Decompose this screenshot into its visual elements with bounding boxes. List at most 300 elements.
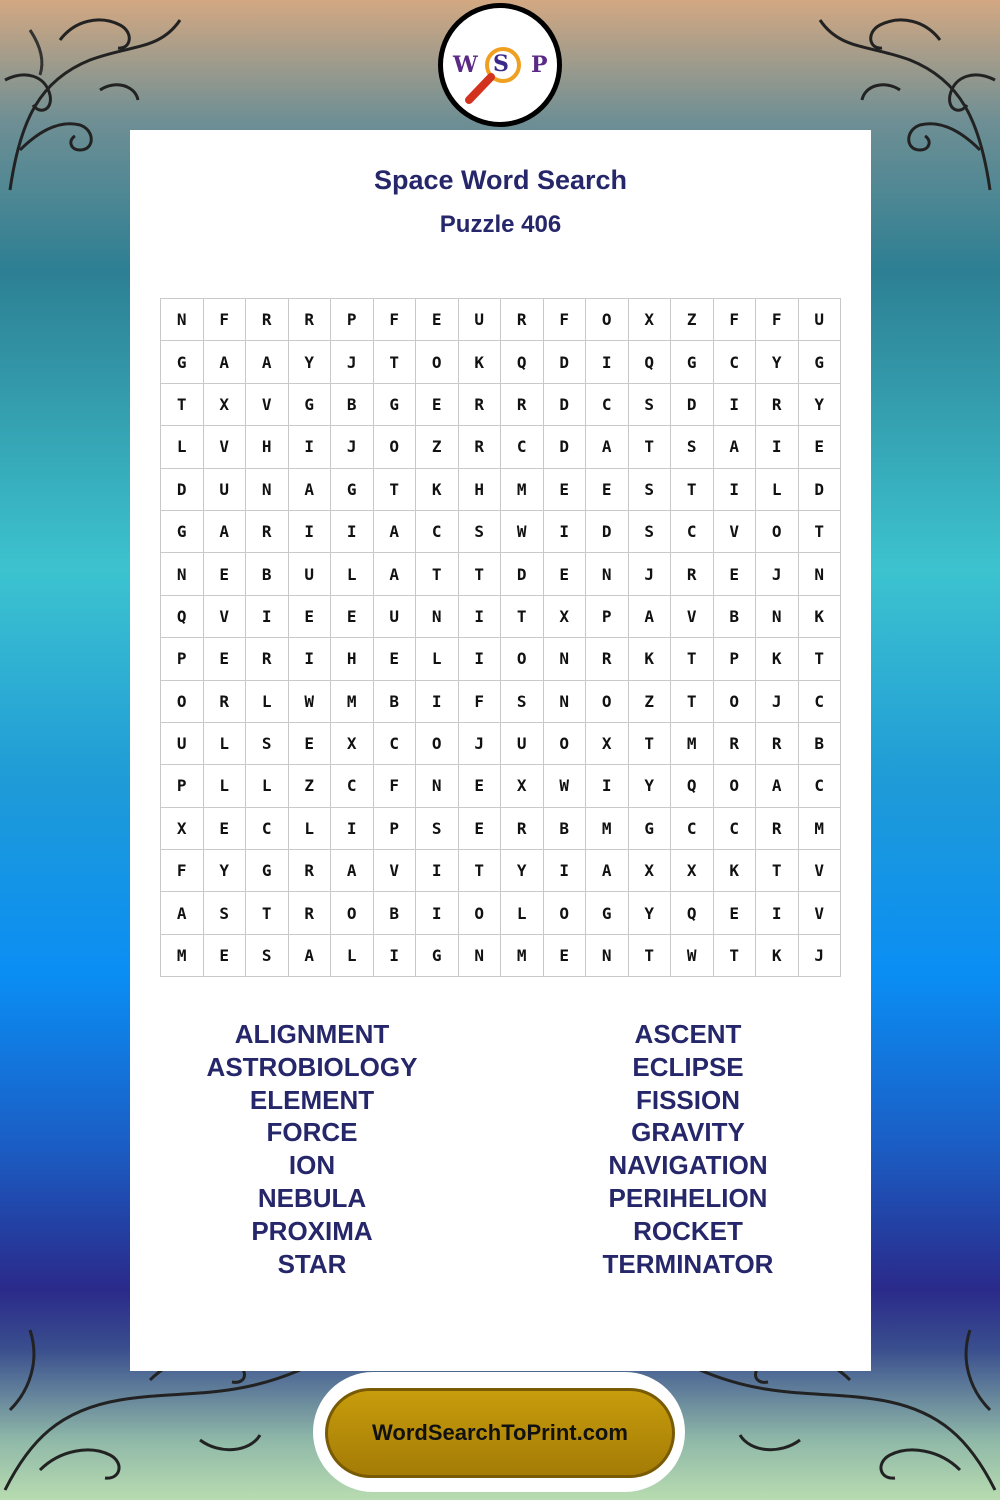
grid-cell[interactable]: X [161, 807, 204, 849]
grid-cell[interactable]: R [756, 807, 799, 849]
grid-cell[interactable]: Q [671, 892, 714, 934]
grid-cell[interactable]: O [373, 426, 416, 468]
grid-cell[interactable]: X [628, 850, 671, 892]
grid-cell[interactable]: I [373, 934, 416, 976]
grid-cell[interactable]: O [543, 892, 586, 934]
grid-cell[interactable]: Q [161, 595, 204, 637]
grid-cell[interactable]: T [713, 934, 756, 976]
logo-letter-p: P [531, 52, 548, 78]
grid-cell[interactable]: A [713, 426, 756, 468]
grid-cell[interactable]: S [416, 807, 459, 849]
grid-cell[interactable]: S [628, 383, 671, 425]
grid-cell[interactable]: H [458, 468, 501, 510]
grid-cell[interactable]: Y [628, 892, 671, 934]
grid-cell[interactable]: G [161, 341, 204, 383]
grid-cell[interactable]: V [203, 426, 246, 468]
grid-cell[interactable]: D [798, 468, 841, 510]
grid-cell[interactable]: K [756, 934, 799, 976]
grid-cell[interactable]: I [586, 765, 629, 807]
grid-cell[interactable]: F [756, 299, 799, 341]
grid-cell[interactable]: C [501, 426, 544, 468]
grid-cell[interactable]: F [373, 299, 416, 341]
grid-cell[interactable]: S [671, 426, 714, 468]
grid-cell[interactable]: A [161, 892, 204, 934]
grid-cell[interactable]: M [671, 722, 714, 764]
grid-cell[interactable]: S [246, 722, 289, 764]
grid-row [161, 468, 841, 510]
grid-cell[interactable]: T [246, 892, 289, 934]
grid-cell[interactable]: I [458, 638, 501, 680]
grid-cell[interactable]: T [671, 468, 714, 510]
grid-cell[interactable]: W [543, 765, 586, 807]
grid-cell[interactable]: T [628, 934, 671, 976]
grid-cell[interactable]: I [416, 850, 459, 892]
grid-cell[interactable]: V [798, 850, 841, 892]
grid-cell[interactable]: V [203, 595, 246, 637]
grid-cell[interactable]: E [416, 383, 459, 425]
grid-cell[interactable]: Z [288, 765, 331, 807]
grid-cell[interactable]: J [331, 426, 374, 468]
grid-cell[interactable]: R [586, 638, 629, 680]
grid-cell[interactable]: T [458, 553, 501, 595]
grid-cell[interactable]: G [586, 892, 629, 934]
puzzle-sheet [130, 130, 871, 1371]
grid-cell[interactable]: U [288, 553, 331, 595]
grid-cell[interactable]: X [628, 299, 671, 341]
grid-cell[interactable]: I [331, 510, 374, 552]
grid-cell[interactable]: X [586, 722, 629, 764]
grid-cell[interactable]: O [458, 892, 501, 934]
grid-cell[interactable]: A [288, 934, 331, 976]
grid-cell[interactable]: S [203, 892, 246, 934]
grid-row [161, 807, 841, 849]
grid-cell[interactable]: I [416, 680, 459, 722]
grid-cell[interactable]: W [288, 680, 331, 722]
grid-cell[interactable]: C [331, 765, 374, 807]
grid-cell[interactable]: I [246, 595, 289, 637]
grid-cell[interactable]: G [416, 934, 459, 976]
word-list-item: STAR [277, 1248, 347, 1279]
grid-cell[interactable]: I [331, 807, 374, 849]
grid-cell[interactable]: U [798, 299, 841, 341]
grid-cell[interactable]: B [373, 892, 416, 934]
grid-cell[interactable]: G [331, 468, 374, 510]
grid-cell[interactable]: U [373, 595, 416, 637]
grid-cell[interactable]: L [756, 468, 799, 510]
grid-cell[interactable]: X [543, 595, 586, 637]
grid-cell[interactable]: N [161, 299, 204, 341]
grid-cell[interactable]: R [501, 383, 544, 425]
grid-cell[interactable]: D [501, 553, 544, 595]
grid-cell[interactable]: R [288, 299, 331, 341]
grid-cell[interactable]: T [628, 722, 671, 764]
grid-cell[interactable]: S [628, 510, 671, 552]
grid-cell[interactable]: Y [203, 850, 246, 892]
grid-cell[interactable]: W [671, 934, 714, 976]
grid-cell[interactable]: O [416, 722, 459, 764]
grid-cell[interactable]: P [586, 595, 629, 637]
grid-cell[interactable]: R [203, 680, 246, 722]
grid-cell[interactable]: X [671, 850, 714, 892]
grid-cell[interactable]: I [756, 426, 799, 468]
grid-cell[interactable]: F [203, 299, 246, 341]
grid-cell[interactable]: P [713, 638, 756, 680]
grid-cell[interactable]: C [246, 807, 289, 849]
grid-cell[interactable]: I [713, 468, 756, 510]
grid-cell[interactable]: R [458, 426, 501, 468]
grid-cell[interactable]: Z [671, 299, 714, 341]
grid-cell[interactable]: I [416, 892, 459, 934]
grid-cell[interactable]: R [713, 722, 756, 764]
grid-cell[interactable]: T [416, 553, 459, 595]
grid-cell[interactable]: V [713, 510, 756, 552]
grid-cell[interactable]: E [203, 638, 246, 680]
grid-cell[interactable]: T [458, 850, 501, 892]
grid-cell[interactable]: O [756, 510, 799, 552]
wsp-logo [438, 3, 562, 127]
grid-cell[interactable]: S [628, 468, 671, 510]
word-list-item: ELEMENT [249, 1084, 375, 1115]
grid-cell[interactable]: P [331, 299, 374, 341]
grid-cell[interactable]: L [203, 722, 246, 764]
grid-cell[interactable]: G [246, 850, 289, 892]
grid-cell[interactable]: B [798, 722, 841, 764]
grid-cell[interactable]: I [288, 638, 331, 680]
grid-cell[interactable]: K [628, 638, 671, 680]
grid-cell[interactable]: O [416, 341, 459, 383]
grid-cell[interactable]: B [246, 553, 289, 595]
grid-cell[interactable]: I [458, 595, 501, 637]
grid-cell[interactable]: J [458, 722, 501, 764]
grid-cell[interactable]: I [543, 510, 586, 552]
grid-cell[interactable]: L [288, 807, 331, 849]
grid-cell[interactable]: L [416, 638, 459, 680]
grid-cell[interactable]: T [161, 383, 204, 425]
grid-cell[interactable]: E [543, 934, 586, 976]
grid-cell[interactable]: X [501, 765, 544, 807]
word-list-item: ASCENT [634, 1019, 742, 1049]
grid-row [161, 426, 841, 468]
grid-cell[interactable]: Y [501, 850, 544, 892]
grid-row [161, 595, 841, 637]
grid-cell[interactable]: R [246, 510, 289, 552]
grid-cell[interactable]: D [671, 383, 714, 425]
grid-cell[interactable]: P [161, 765, 204, 807]
grid-cell[interactable]: A [203, 341, 246, 383]
grid-cell[interactable]: C [416, 510, 459, 552]
word-list-item: ASTROBIOLOGY [206, 1051, 418, 1082]
grid-cell[interactable]: A [246, 341, 289, 383]
grid-cell[interactable]: E [713, 553, 756, 595]
letter-grid [160, 298, 841, 977]
grid-cell[interactable]: O [586, 680, 629, 722]
grid-cell[interactable]: R [458, 383, 501, 425]
grid-cell[interactable]: E [543, 468, 586, 510]
grid-cell[interactable]: U [161, 722, 204, 764]
grid-row [161, 638, 841, 680]
grid-cell[interactable]: A [373, 553, 416, 595]
grid-cell[interactable]: M [331, 680, 374, 722]
grid-cell[interactable]: C [586, 383, 629, 425]
grid-cell[interactable]: O [501, 638, 544, 680]
grid-cell[interactable]: H [246, 426, 289, 468]
grid-cell[interactable]: R [246, 638, 289, 680]
grid-cell[interactable]: K [713, 850, 756, 892]
grid-cell[interactable]: L [331, 934, 374, 976]
grid-cell[interactable]: K [416, 468, 459, 510]
word-list-item: TERMINATOR [602, 1248, 774, 1279]
grid-cell[interactable]: B [543, 807, 586, 849]
grid-cell[interactable]: N [586, 934, 629, 976]
grid-cell[interactable]: O [543, 722, 586, 764]
grid-cell[interactable]: E [373, 638, 416, 680]
grid-cell[interactable]: T [798, 510, 841, 552]
grid-cell[interactable]: E [203, 807, 246, 849]
grid-row [161, 850, 841, 892]
grid-cell[interactable]: X [203, 383, 246, 425]
word-list-item: ALIGNMENT [234, 1019, 390, 1049]
grid-row [161, 299, 841, 341]
grid-cell[interactable]: R [501, 299, 544, 341]
grid-cell[interactable]: M [586, 807, 629, 849]
grid-cell[interactable]: A [331, 850, 374, 892]
grid-cell[interactable]: O [331, 892, 374, 934]
grid-cell[interactable]: J [756, 553, 799, 595]
grid-cell[interactable]: F [458, 680, 501, 722]
grid-cell[interactable]: G [161, 510, 204, 552]
grid-cell[interactable]: D [543, 383, 586, 425]
grid-cell[interactable]: D [161, 468, 204, 510]
grid-cell[interactable]: D [543, 341, 586, 383]
grid-cell[interactable]: I [543, 850, 586, 892]
grid-cell[interactable]: N [416, 595, 459, 637]
word-list-item: NAVIGATION [608, 1150, 768, 1181]
grid-cell[interactable]: E [416, 299, 459, 341]
grid-cell[interactable]: Y [288, 341, 331, 383]
grid-cell[interactable]: I [713, 383, 756, 425]
grid-cell[interactable]: Q [501, 341, 544, 383]
grid-cell[interactable]: G [628, 807, 671, 849]
grid-cell[interactable]: E [543, 553, 586, 595]
grid-cell[interactable]: T [501, 595, 544, 637]
grid-cell[interactable]: R [288, 892, 331, 934]
word-list-item: ION [288, 1150, 336, 1181]
grid-cell[interactable]: J [756, 680, 799, 722]
grid-cell[interactable]: C [798, 765, 841, 807]
grid-cell[interactable]: C [671, 807, 714, 849]
page-title: Space Word Search [373, 165, 628, 195]
grid-cell[interactable]: J [628, 553, 671, 595]
grid-cell[interactable]: E [203, 553, 246, 595]
logo-badge [443, 8, 557, 122]
grid-cell[interactable]: T [798, 638, 841, 680]
grid-cell[interactable]: C [798, 680, 841, 722]
grid-cell[interactable]: A [288, 468, 331, 510]
grid-cell[interactable]: C [713, 341, 756, 383]
word-list-right [538, 1018, 838, 1280]
word-list-left [162, 1018, 462, 1280]
grid-cell[interactable]: E [798, 426, 841, 468]
grid-cell[interactable]: Q [671, 765, 714, 807]
grid-cell[interactable]: T [373, 341, 416, 383]
grid-cell[interactable]: U [458, 299, 501, 341]
grid-cell[interactable]: A [756, 765, 799, 807]
grid-cell[interactable]: X [331, 722, 374, 764]
grid-cell[interactable]: A [586, 426, 629, 468]
puzzle-number: Puzzle 406 [439, 211, 562, 238]
grid-cell[interactable]: E [586, 468, 629, 510]
grid-cell[interactable]: P [373, 807, 416, 849]
grid-cell[interactable]: N [586, 553, 629, 595]
grid-cell[interactable]: Z [416, 426, 459, 468]
grid-cell[interactable]: T [756, 850, 799, 892]
grid-cell[interactable]: O [161, 680, 204, 722]
grid-cell[interactable]: U [203, 468, 246, 510]
grid-cell[interactable]: L [246, 765, 289, 807]
word-list-item: ECLIPSE [632, 1051, 744, 1082]
grid-cell[interactable]: Y [628, 765, 671, 807]
grid-cell[interactable]: O [586, 299, 629, 341]
grid-row [161, 892, 841, 934]
grid-cell[interactable]: J [798, 934, 841, 976]
grid-row [161, 934, 841, 976]
grid-cell[interactable]: G [288, 383, 331, 425]
grid-cell[interactable]: T [671, 638, 714, 680]
grid-cell[interactable]: T [628, 426, 671, 468]
grid-cell[interactable]: N [246, 468, 289, 510]
grid-row [161, 510, 841, 552]
grid-cell[interactable]: W [501, 510, 544, 552]
grid-cell[interactable]: K [756, 638, 799, 680]
grid-cell[interactable]: L [501, 892, 544, 934]
grid-cell[interactable]: B [373, 680, 416, 722]
grid-cell[interactable]: R [671, 553, 714, 595]
grid-cell[interactable]: S [458, 510, 501, 552]
grid-cell[interactable]: O [713, 680, 756, 722]
grid-cell[interactable]: M [161, 934, 204, 976]
grid-cell[interactable]: N [756, 595, 799, 637]
logo-letter-w: W [453, 52, 478, 78]
grid-cell[interactable]: J [331, 341, 374, 383]
website-link-button[interactable]: WordSearchToPrint.com [325, 1388, 675, 1478]
grid-cell[interactable]: B [331, 383, 374, 425]
grid-cell[interactable]: R [288, 850, 331, 892]
word-list-item: PERIHELION [608, 1182, 768, 1213]
word-list-item: FISSION [635, 1084, 740, 1115]
grid-cell[interactable]: N [458, 934, 501, 976]
grid-cell[interactable]: A [373, 510, 416, 552]
grid-cell[interactable]: Z [628, 680, 671, 722]
grid-row [161, 383, 841, 425]
grid-cell[interactable]: R [246, 299, 289, 341]
word-list-item: FORCE [266, 1117, 358, 1148]
grid-cell[interactable]: I [756, 892, 799, 934]
grid-cell[interactable]: V [373, 850, 416, 892]
grid-cell[interactable]: A [203, 510, 246, 552]
grid-cell[interactable]: V [798, 892, 841, 934]
grid-cell[interactable]: G [798, 341, 841, 383]
grid-cell[interactable]: D [586, 510, 629, 552]
grid-cell[interactable]: K [798, 595, 841, 637]
grid-cell[interactable]: F [161, 850, 204, 892]
grid-cell[interactable]: C [713, 807, 756, 849]
word-list-item: PROXIMA [251, 1215, 373, 1246]
grid-cell[interactable]: G [671, 341, 714, 383]
grid-cell[interactable]: M [501, 934, 544, 976]
grid-cell[interactable]: N [543, 680, 586, 722]
grid-cell[interactable]: E [458, 807, 501, 849]
grid-row [161, 553, 841, 595]
grid-cell[interactable]: T [671, 680, 714, 722]
grid-cell[interactable]: C [373, 722, 416, 764]
grid-cell[interactable]: A [586, 850, 629, 892]
grid-row [161, 765, 841, 807]
grid-cell[interactable]: B [713, 595, 756, 637]
grid-cell[interactable]: T [373, 468, 416, 510]
grid-cell[interactable]: E [713, 892, 756, 934]
grid-cell[interactable]: O [713, 765, 756, 807]
logo-letter-s: S [493, 51, 509, 77]
grid-cell[interactable]: N [416, 765, 459, 807]
grid-cell[interactable]: I [288, 510, 331, 552]
word-list-item: ROCKET [633, 1215, 743, 1246]
grid-cell[interactable]: I [586, 341, 629, 383]
grid-cell[interactable]: G [373, 383, 416, 425]
grid-cell[interactable]: I [288, 426, 331, 468]
grid-cell[interactable]: F [543, 299, 586, 341]
grid-cell[interactable]: R [756, 722, 799, 764]
grid-cell[interactable]: F [713, 299, 756, 341]
word-list-item: NEBULA [257, 1182, 367, 1213]
grid-cell[interactable]: U [501, 722, 544, 764]
grid-cell[interactable]: E [203, 934, 246, 976]
grid-cell[interactable]: Y [798, 383, 841, 425]
grid-cell[interactable]: P [161, 638, 204, 680]
grid-cell[interactable]: V [671, 595, 714, 637]
grid-cell[interactable]: Q [628, 341, 671, 383]
grid-cell[interactable]: Y [756, 341, 799, 383]
grid-row [161, 722, 841, 764]
grid-cell[interactable]: R [756, 383, 799, 425]
grid-cell[interactable]: S [246, 934, 289, 976]
grid-row [161, 341, 841, 383]
grid-cell[interactable]: R [501, 807, 544, 849]
grid-cell[interactable]: L [246, 680, 289, 722]
grid-cell[interactable]: A [628, 595, 671, 637]
grid-cell[interactable]: H [331, 638, 374, 680]
grid-cell[interactable]: N [543, 638, 586, 680]
grid-row [161, 680, 841, 722]
grid-cell[interactable]: C [671, 510, 714, 552]
word-list-item: GRAVITY [631, 1117, 745, 1148]
grid-cell[interactable]: E [331, 595, 374, 637]
grid-cell[interactable]: N [798, 553, 841, 595]
grid-cell[interactable]: N [161, 553, 204, 595]
grid-cell[interactable]: M [798, 807, 841, 849]
grid-cell[interactable]: E [458, 765, 501, 807]
grid-cell[interactable]: L [161, 426, 204, 468]
grid-cell[interactable]: L [331, 553, 374, 595]
grid-cell[interactable]: S [501, 680, 544, 722]
grid-cell[interactable]: E [288, 722, 331, 764]
grid-cell[interactable]: E [288, 595, 331, 637]
grid-cell[interactable]: D [543, 426, 586, 468]
grid-cell[interactable]: F [373, 765, 416, 807]
grid-cell[interactable]: K [458, 341, 501, 383]
grid-cell[interactable]: M [501, 468, 544, 510]
grid-cell[interactable]: V [246, 383, 289, 425]
grid-cell[interactable]: L [203, 765, 246, 807]
